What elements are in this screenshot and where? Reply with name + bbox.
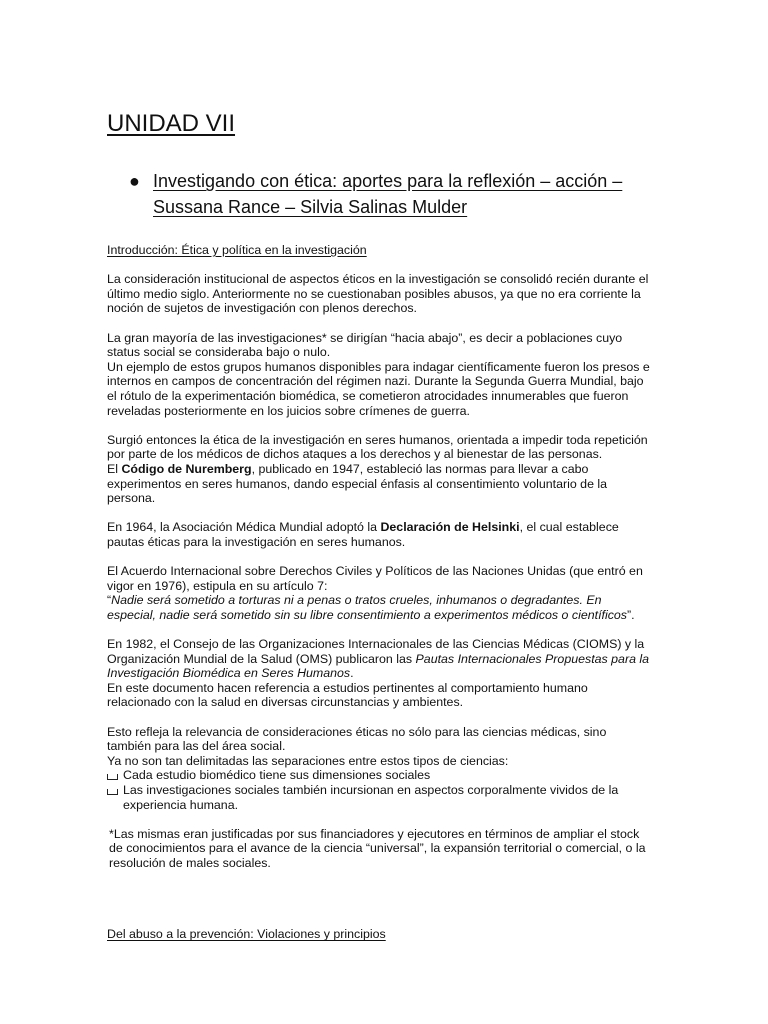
paragraph: Ya no son tan delimitadas las separaciones entre estos tipos de ciencias:	[107, 753, 509, 768]
footnote: *Las mismas eran justificadas por sus financiadores y ejecutores en términos de ampliar el stock de conocimientos para el avance de la ciencia “universal”, la expansión territorial o comercial, o la resolución de males sociales.	[109, 826, 646, 870]
helsinki-declaration: Declaración de Helsinki	[380, 520, 520, 535]
list-item: Las investigaciones sociales también incursionan en aspectos corporalmente vividos de la experiencia humana.	[107, 783, 652, 812]
list-item: Cada estudio biomédico tiene sus dimensiones sociales	[107, 768, 652, 783]
document-body	[107, 243, 652, 871]
list-box-icon	[107, 774, 118, 780]
paragraph: En este documento hacen referencia a estudios pertinentes al comportamiento humano relacionado con la salud en diversas circunstancias y ambientes.	[107, 680, 588, 710]
paragraph: La gran mayoría de las investigaciones* se dirigían “hacia abajo”, es decir a poblaciones cuyo status social se consideraba bajo o nulo.	[107, 330, 623, 360]
reading-title: Investigando con ética: aportes para la reflexión – acción – Sussana Rance – Silvia Salinas Mulder	[153, 171, 623, 217]
unit-title: UNIDAD VII	[107, 110, 236, 137]
nuremberg-code: Código de Nuremberg	[121, 461, 252, 476]
quote: “Nadie será sometido a torturas ni a penas o tratos crueles, inhumanos o degradantes. En especial, nadie será sometido sin su libre consentimiento a experimentos médicos o científicos”.	[107, 593, 635, 622]
paragraph: Un ejemplo de estos grupos humanos disponibles para indagar científicamente fueron los presos e internos en campos de concentración del régimen nazi. Durante la Segunda Guerra Mundial, bajo el rótulo de la experimentación biomédica, se cometieron atrocidades innumerables que fueron reveladas posteriormente en los juicios sobre crímenes de guerra.	[107, 359, 650, 418]
reading-bullet	[129, 168, 659, 220]
paragraph: En 1982, el Consejo de las Organizaciones Internacionales de las Ciencias Médicas (CIOMS) y la Organización Mundial de la Salud (OMS) publicaron las Pautas Internacionales Propuestas para la Investigación Biomédica en Seres Humanos.	[107, 637, 650, 681]
paragraph: El Código de Nuremberg, publicado en 1947, estableció las normas para llevar a cabo experimentos en seres humanos, dando especial énfasis al consentimiento voluntario de la persona.	[107, 461, 608, 506]
list-box-icon	[107, 789, 118, 795]
paragraph: Surgió entonces la ética de la investigación en seres humanos, orientada a impedir toda repetición por parte de los médicos de dichos ataques a los derechos y al bienestar de las personas.	[107, 432, 648, 462]
bullet-dot-icon: ●	[129, 171, 140, 191]
paragraph: El Acuerdo Internacional sobre Derechos Civiles y Políticos de las Naciones Unidas (que entró en vigor en 1976), estipula en su artículo 7:	[107, 564, 643, 593]
paragraph: En 1964, la Asociación Médica Mundial adoptó la Declaración de Helsinki, el cual establece pautas éticas para la investigación en seres humanos.	[107, 520, 619, 549]
section-heading-2: Del abuso a la prevención: Violaciones y principios	[107, 927, 386, 942]
paragraph: La consideración institucional de aspectos éticos en la investigación se consolidó recién durante el último medio siglo. Anteriormente no se cuestionaban posibles abusos, ya que no era corriente la noción de sujetos de investigación con plenos derechos.	[107, 272, 649, 316]
section-heading: Introducción: Ética y política en la investigación	[107, 243, 367, 257]
paragraph: Esto refleja la relevancia de consideraciones éticas no sólo para las ciencias médicas, sino también para las del área social.	[107, 724, 607, 754]
